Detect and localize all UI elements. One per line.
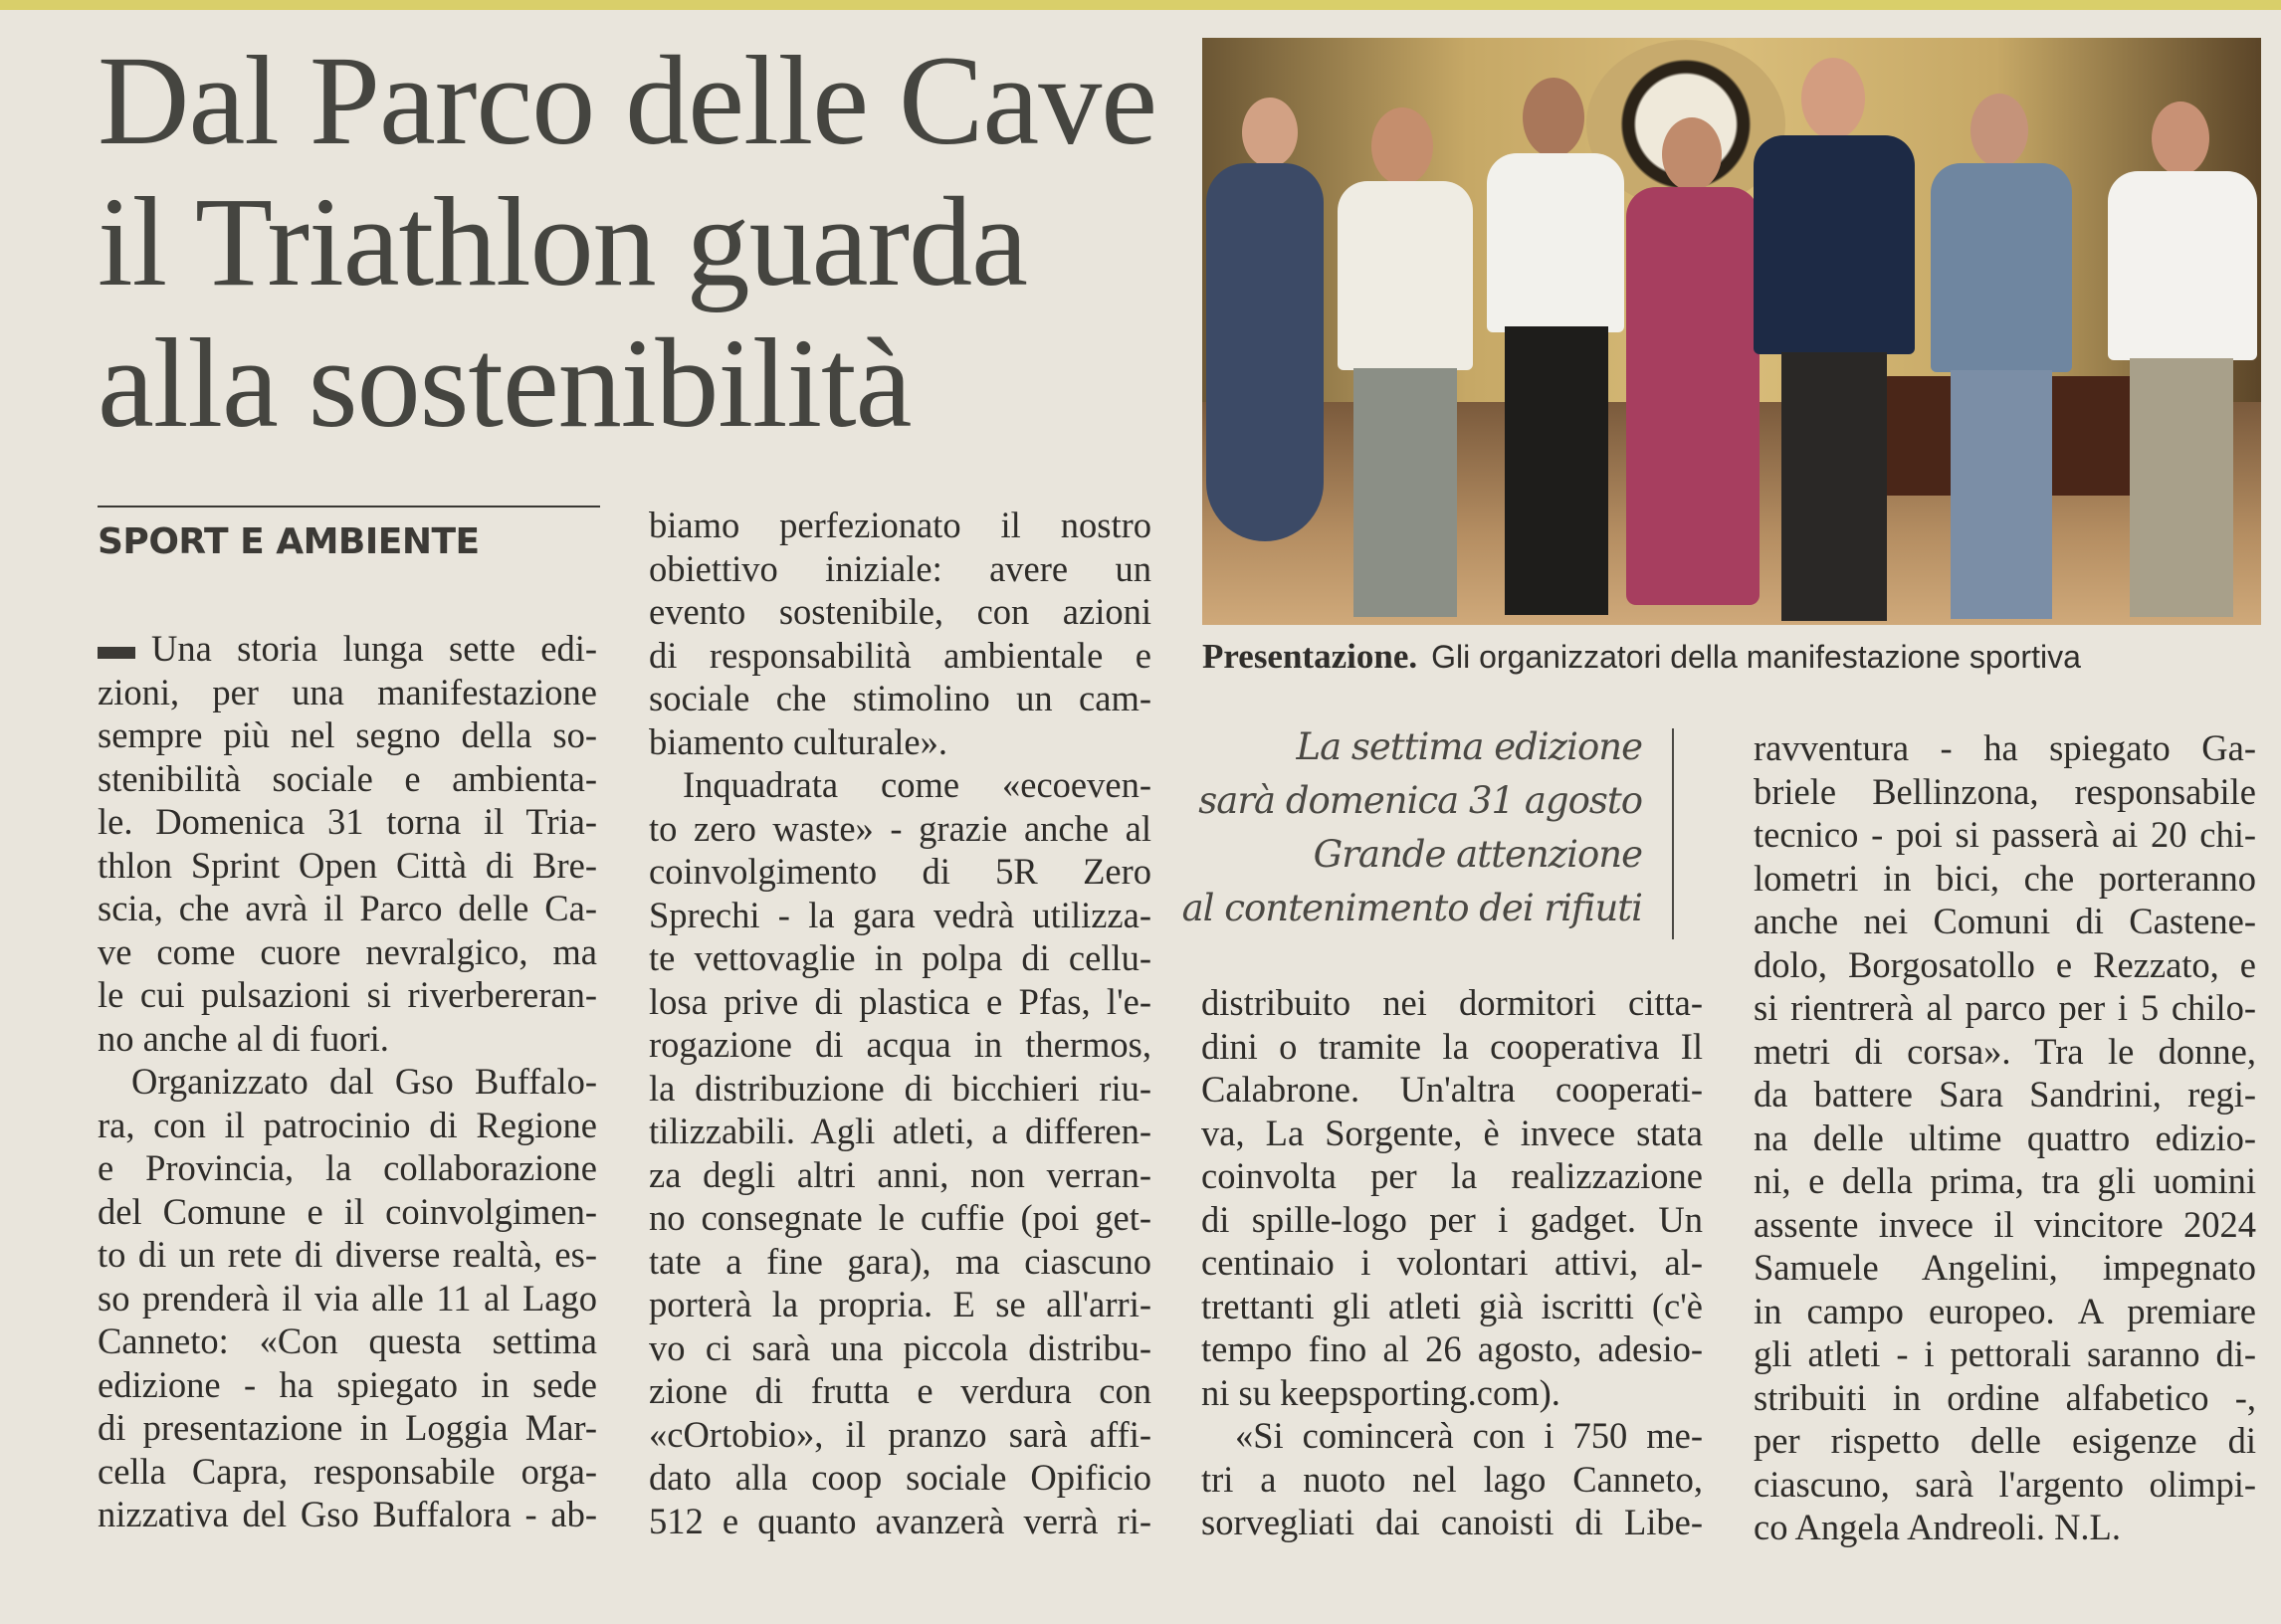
column-2-line: losa prive di plastica e Pfas, l'e- bbox=[649, 980, 1151, 1022]
column-4-line: na delle ultime quattro edizio- bbox=[1754, 1116, 2256, 1158]
column-1-line: ra, con il patrocinio di Regione bbox=[98, 1104, 597, 1145]
pull-quote-line-2: sarà domenica 31 agosto bbox=[1198, 779, 1642, 822]
headline-line-2: il Triathlon guarda bbox=[98, 171, 1027, 312]
column-2-line: rogazione di acqua in thermos, bbox=[649, 1024, 1151, 1065]
column-4-line: metri di corsa». Tra le donne, bbox=[1754, 1030, 2256, 1072]
column-3-line: tri a nuoto nel lago Canneto, bbox=[1201, 1458, 1703, 1500]
column-3-line: sorvegliati dai canoisti di Libe- bbox=[1201, 1502, 1703, 1542]
article-headline bbox=[98, 30, 1192, 454]
column-1-line: le. Domenica 31 torna il Tria- bbox=[98, 801, 597, 842]
article-column-2 bbox=[649, 504, 1151, 1542]
column-4-line: ni, e della prima, tra gli uomini bbox=[1754, 1160, 2256, 1201]
column-1-line: cella Capra, responsabile orga- bbox=[98, 1450, 597, 1492]
column-4-line: anche nei Comuni di Castene- bbox=[1754, 901, 2256, 941]
column-1-line: Una storia lunga sette edi- bbox=[151, 628, 597, 669]
column-1-line: stenibilità sociale e ambienta- bbox=[98, 757, 597, 799]
column-3-line: trettanti gli atleti già iscritti (c'è bbox=[1201, 1285, 1703, 1326]
photo-person-5 bbox=[1750, 58, 1919, 625]
column-1-line: so prenderà il via alle 11 al Lago bbox=[98, 1277, 597, 1319]
column-2-line: biamento culturale». bbox=[649, 720, 948, 762]
column-3-line: tempo fino al 26 agosto, adesio- bbox=[1201, 1328, 1703, 1369]
caption-text: Gli organizzatori della manifestazione sportiva bbox=[1431, 639, 2081, 675]
column-4-line: co Angela Andreoli. N.L. bbox=[1754, 1507, 2121, 1547]
column-2-line: te vettovaglie in polpa di cellu- bbox=[649, 937, 1151, 978]
photo-person-7 bbox=[2104, 102, 2261, 625]
article-column-4 bbox=[1754, 726, 2256, 1549]
photo-person-3 bbox=[1481, 78, 1630, 625]
column-4-line: da battere Sara Sandrini, regi- bbox=[1754, 1074, 2256, 1115]
column-2-line: di responsabilità ambientale e bbox=[649, 634, 1151, 676]
column-1-line: to di un rete di diverse realtà, es- bbox=[98, 1234, 597, 1275]
column-2-line: tate a fine gara), ma ciascuno bbox=[649, 1240, 1151, 1282]
column-3-line: di spille-logo per i gadget. Un bbox=[1201, 1198, 1703, 1240]
column-2-line: Sprechi - la gara vedrà utilizza- bbox=[649, 894, 1151, 935]
column-4-line: per rispetto delle esigenze di bbox=[1754, 1420, 2256, 1461]
column-1-line: scia, che avrà il Parco delle Ca- bbox=[98, 888, 597, 928]
column-2-line: «cOrtobio», il pranzo sarà affi- bbox=[649, 1413, 1151, 1455]
column-3-line: dini o tramite la cooperativa Il bbox=[1201, 1025, 1703, 1067]
column-3-line: distribuito nei dormitori citta- bbox=[1201, 982, 1703, 1023]
column-1-line: no anche al di fuori. bbox=[98, 1017, 389, 1059]
photo-person-4 bbox=[1618, 117, 1767, 625]
column-2-line: la distribuzione di bicchieri riu- bbox=[649, 1067, 1151, 1109]
column-2-line: obiettivo iniziale: avere un bbox=[649, 547, 1151, 589]
headline-line-1: Dal Parco delle Cave bbox=[98, 30, 1156, 171]
column-1-line: del Comune e il coinvolgimen- bbox=[98, 1190, 597, 1232]
column-2-line: coinvolgimento di 5R Zero bbox=[649, 851, 1151, 892]
column-4-line: briele Bellinzona, responsabile bbox=[1754, 770, 2256, 812]
pull-quote-line-3: Grande attenzione bbox=[1313, 833, 1642, 876]
column-1-line: zioni, per una manifestazione bbox=[98, 671, 597, 712]
photo-person-2 bbox=[1330, 107, 1479, 625]
photo-person-1 bbox=[1202, 98, 1332, 625]
column-2-line: no consegnate le cuffie (poi get- bbox=[649, 1197, 1151, 1238]
pull-quote bbox=[1174, 720, 1642, 935]
column-1-line: Organizzato dal Gso Buffalo- bbox=[131, 1061, 597, 1102]
column-2-line: Inquadrata come «ecoeven- bbox=[683, 764, 1151, 805]
section-kicker: SPORT E AMBIENTE bbox=[98, 521, 480, 562]
column-4-line: gli atleti - i pettorali saranno di- bbox=[1754, 1333, 2256, 1374]
article-column-3 bbox=[1201, 981, 1703, 1544]
column-3-line: ni su keepsporting.com). bbox=[1201, 1371, 1560, 1413]
column-4-line: lometri in bici, che porteranno bbox=[1754, 857, 2256, 899]
column-2-line: 512 e quanto avanzerà verrà ri- bbox=[649, 1500, 1151, 1541]
column-2-line: zione di frutta e verdura con bbox=[649, 1370, 1151, 1411]
column-4-line: Samuele Angelini, impegnato bbox=[1754, 1247, 2256, 1288]
column-1-line: e Provincia, la collaborazione bbox=[98, 1147, 597, 1188]
column-2-line: dato alla coop sociale Opificio bbox=[649, 1457, 1151, 1498]
column-2-line: vo ci sarà una piccola distribu- bbox=[649, 1326, 1151, 1368]
photo-person-6 bbox=[1927, 94, 2076, 625]
column-4-line: ciascuno, sarà l'argento olimpi- bbox=[1754, 1463, 2256, 1505]
photo-caption bbox=[1202, 637, 2081, 677]
column-2-line: to zero waste» - grazie anche al bbox=[649, 807, 1151, 849]
caption-label: Presentazione. bbox=[1202, 637, 1418, 676]
column-3-line: coinvolta per la realizzazione bbox=[1201, 1155, 1703, 1196]
pull-quote-line-4: al contenimento dei rifiuti bbox=[1181, 887, 1642, 929]
column-4-line: ravventura - ha spiegato Ga- bbox=[1754, 727, 2256, 768]
column-1-line: Canneto: «Con questa settima bbox=[98, 1320, 597, 1361]
top-color-strip bbox=[0, 0, 2281, 10]
column-4-line: dolo, Borgosatollo e Rezzato, e bbox=[1754, 943, 2256, 985]
column-4-line: in campo europeo. A premiare bbox=[1754, 1290, 2256, 1331]
article-column-1 bbox=[98, 627, 597, 1536]
column-1-line: nizzativa del Gso Buffalora - ab- bbox=[98, 1494, 597, 1534]
article-photo bbox=[1202, 38, 2261, 625]
kicker-rule bbox=[98, 506, 600, 508]
column-3-line: va, La Sorgente, è invece stata bbox=[1201, 1112, 1703, 1153]
column-4-line: stribuiti in ordine alfabetico -, bbox=[1754, 1376, 2256, 1418]
pull-quote-rule bbox=[1672, 728, 1674, 939]
column-1-line: sempre più nel segno della so- bbox=[98, 714, 597, 755]
column-2-line: porterà la propria. E se all'arri- bbox=[649, 1284, 1151, 1324]
column-4-line: si rientrerà al parco per i 5 chilo- bbox=[1754, 987, 2256, 1028]
column-2-line: za degli altri anni, non verran- bbox=[649, 1153, 1151, 1195]
column-1-line: ve come cuore nevralgico, ma bbox=[98, 930, 597, 972]
column-3-line: «Si comincerà con i 750 me- bbox=[1235, 1415, 1703, 1456]
column-3-line: centinaio i volontari attivi, al- bbox=[1201, 1242, 1703, 1283]
lead-bullet bbox=[98, 647, 135, 659]
column-3-line: Calabrone. Un'altra cooperati- bbox=[1201, 1069, 1703, 1110]
column-2-line: tilizzabili. Agli atleti, a differen- bbox=[649, 1111, 1151, 1151]
column-2-line: evento sostenibile, con azioni bbox=[649, 591, 1151, 632]
column-1-line: di presentazione in Loggia Mar- bbox=[98, 1407, 597, 1448]
column-2-line: sociale che stimolino un cam- bbox=[649, 678, 1151, 718]
column-1-line: thlon Sprint Open Città di Bre- bbox=[98, 844, 597, 886]
column-4-line: assente invece il vincitore 2024 bbox=[1754, 1203, 2256, 1245]
pull-quote-line-1: La settima edizione bbox=[1296, 725, 1642, 768]
column-2-line: biamo perfezionato il nostro bbox=[649, 505, 1151, 545]
column-1-line: edizione - ha spiegato in sede bbox=[98, 1363, 597, 1405]
headline-line-3: alla sostenibilità bbox=[98, 312, 912, 454]
column-4-line: tecnico - poi si passerà ai 20 chi- bbox=[1754, 814, 2256, 855]
column-1-line: le cui pulsazioni si riverbereran- bbox=[98, 974, 597, 1015]
